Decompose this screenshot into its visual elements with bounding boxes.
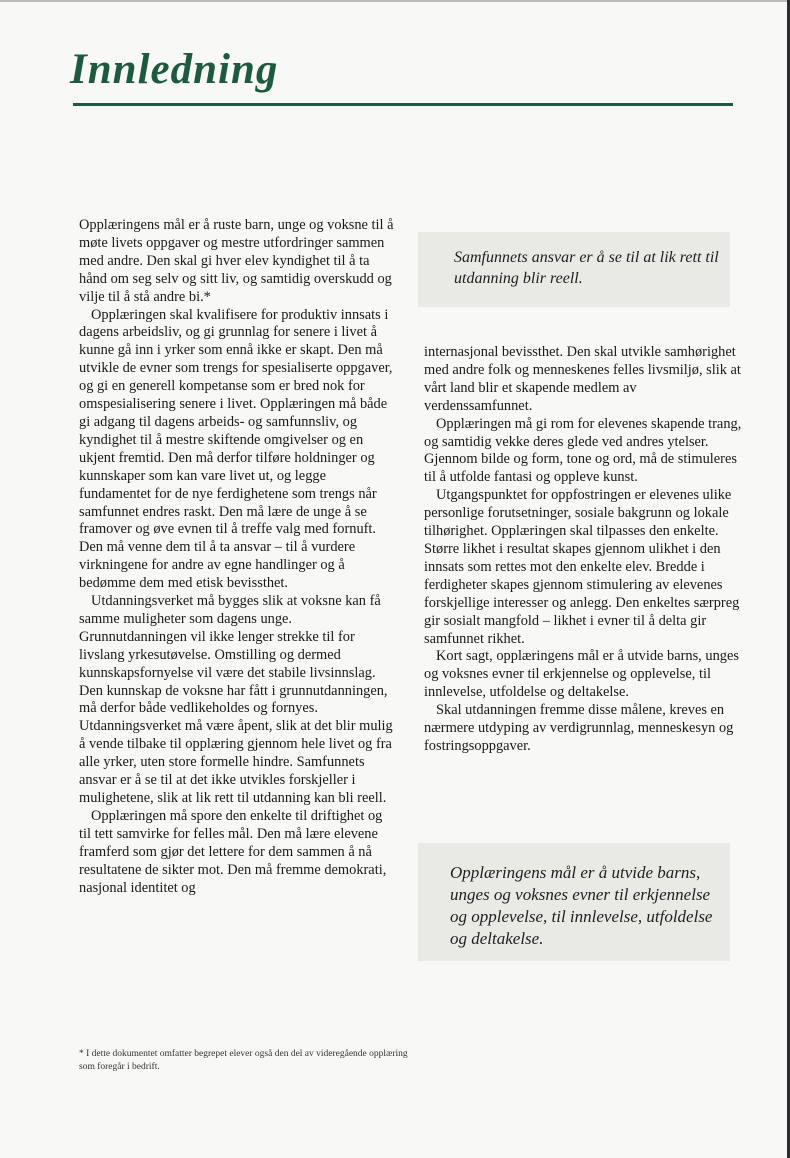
pull-quote-text: Opplæringens mål er å utvide barns, unges og voksnes evner til erkjennelse og opplevelse, til innlevelse, utfoldelse og deltakelse.: [450, 863, 713, 948]
pull-quote-top: [418, 232, 730, 307]
page-top-edge: [0, 0, 790, 2]
paragraph: Opplæringen må gi rom for elevenes skapende trang, og samtidig vekke deres glede ved andres ytelser. Gjennom bilde og form, tone og ord, må de stimuleres til å utfolde fantasi og oppleve kunst.: [424, 415, 742, 486]
pull-quote-bottom: [418, 843, 730, 961]
paragraph: Utdanningsverket må bygges slik at voksne kan få samme muligheter som dagens unge. Grunnutdanningen vil ikke lenger strekke til for livslang yrkesutøvelse. Omstilling og dermed kunnskapsfornyelse vil være det stabile livsinnslag. Den kunnskap de voksne har fått i grunnutdanningen, må derfor både vedlikeholdes og fornyes. Utdanningsverket må være åpent, slik at det blir mulig å vende tilbake til opplæring gjennom hele livet og fra alle yrker, uten store formelle hindre. Samfunnets ansvar er å se til at det ikke utvikles forskjeller i mulighetene, slik at lik rett til utdanning kan bli reell.: [79, 593, 393, 806]
pull-quote-text: Samfunnets ansvar er å se til at lik rett til utdanning blir reell.: [454, 249, 719, 287]
paragraph: Skal utdanningen fremme disse målene, kreves en nærmere utdyping av verdigrunnlag, menneskesyn og fostringsoppgaver.: [424, 702, 734, 754]
right-column: [424, 344, 746, 756]
paragraph: Utgangspunktet for oppfostringen er elevenes ulike personlige forutsetninger, sosiale bakgrunn og lokale tilhørighet. Opplæringen skal tilpasses den enkelte. Større likhet i resultat skapes gjennom ulikhet i den innsats som rettes mot den enkelte elev. Bredde i ferdigheter skapes gjennom stimulering av elevenes forskjellige interesser og anlegg. Den enkeltes særpreg gir sosialt mangfold – likhet i evner til å delta gir samfunnet rikhet.: [424, 487, 740, 647]
title-rule: [73, 103, 733, 106]
footnote: * I dette dokumentet omfatter begrepet elever også den del av videregående opplæring som foregår i bedrift.: [79, 1049, 408, 1072]
paragraph: internasjonal bevissthet. Den skal utvikle samhørighet med andre folk og menneskenes felles livsmiljø, slik at vårt land blir et skapende medlem av verdenssamfunnet.: [424, 344, 741, 414]
paragraph: Opplæringen må spore den enkelte til driftighet og til tett samvirke for felles mål. Den må lære elevene framferd som gjør det lettere for dem sammen å nå resultatene de sikter mot. Den må fremme demokrati, nasjonal identitet og: [79, 807, 387, 896]
paragraph: Opplæringens mål er å ruste barn, unge og voksne til å møte livets oppgaver og mestre utfordringer sammen med andre. Den skal gi hver elev kyndighet til å ta hånd om seg selv og sitt liv, og samtidig overskudd og vilje til å stå andre bi.*: [79, 217, 394, 305]
left-column: [79, 217, 395, 897]
paragraph: Opplæringen skal kvalifisere for produktiv innsats i dagens arbeidsliv, og gi grunnlag for senere i livet å kunne gå inn i yrker som ennå ikke er skapt. Den må utvikle de evner som trengs for spesialiserte oppgaver, og gi en generell kompetanse som er bred nok for omspesialisering senere i livet. Opplæringen må både gi adgang til dagens arbeids- og samfunnsliv, og kyndighet til å mestre skiftende omgivelser og en ukjent fremtid. Den må derfor tilføre holdninger og kunnskaper som kan vare livet ut, og legge fundamentet for de nye ferdighetene som trengs når samfunnet endres raskt. Den må lære de unge å se framover og øve evnen til å treffe valg med fornuft. Den må venne dem til å ta ansvar – til å vurdere virkningene for andre av egne handlinger og å bedømme dem med etisk bevissthet.: [79, 306, 393, 592]
paragraph: Kort sagt, opplæringens mål er å utvide barns, unges og voksnes evner til erkjennelse og opplevelse, til innlevelse, utfoldelse og deltakelse.: [424, 648, 739, 701]
page-title: Innledning: [70, 46, 279, 93]
